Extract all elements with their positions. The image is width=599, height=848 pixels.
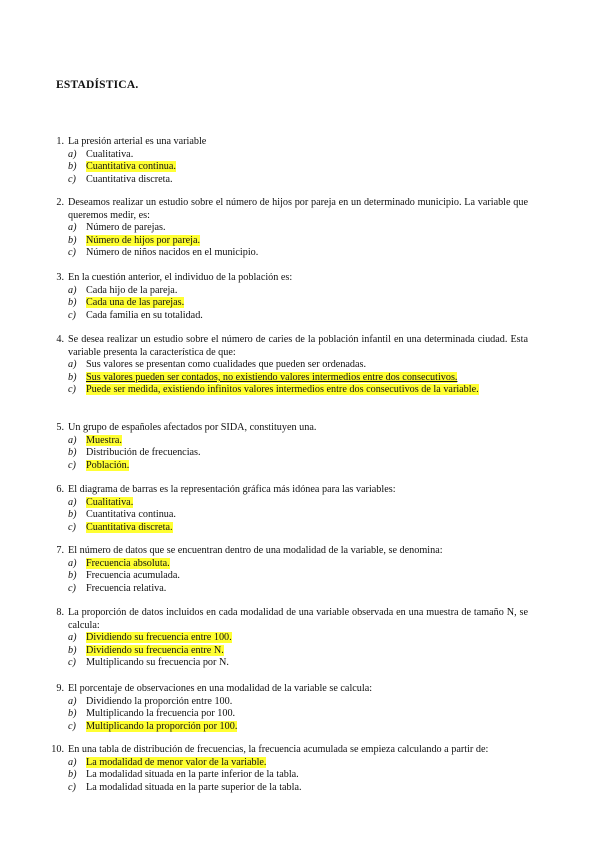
- option-b: [68, 447, 528, 460]
- option-label: c): [68, 521, 76, 533]
- question-4: [56, 334, 528, 397]
- option-text: Multiplicando su frecuencia por N.: [86, 657, 229, 669]
- question-9: [56, 683, 528, 733]
- option-label: c): [68, 459, 76, 471]
- question-6: [56, 484, 528, 534]
- option-text-highlighted: La modalidad de menor valor de la variable.: [86, 756, 267, 768]
- option-label: a): [68, 557, 77, 569]
- question-number: 5.: [56, 422, 64, 433]
- option-text: Cada familia en su totalidad.: [86, 309, 203, 321]
- option-label: a): [68, 756, 77, 768]
- question-number: 9.: [56, 683, 64, 694]
- option-label: c): [68, 582, 76, 594]
- option-text: Número de parejas.: [86, 222, 166, 234]
- option-text-highlighted: Cualitativa.: [86, 496, 134, 508]
- option-b: [68, 235, 528, 248]
- option-c: [68, 460, 528, 473]
- option-b: [68, 509, 528, 522]
- question-10: [51, 744, 528, 794]
- option-label: a): [68, 148, 77, 160]
- option-label: b): [68, 570, 77, 582]
- option-text: Multiplicando la frecuencia por 100.: [86, 708, 236, 720]
- option-text-highlighted: Frecuencia absoluta.: [86, 557, 170, 569]
- option-label: b): [68, 509, 77, 521]
- question-8: [56, 607, 528, 670]
- option-label: c): [68, 309, 76, 321]
- option-text: Distribución de frecuencias.: [86, 447, 201, 459]
- option-b: [68, 708, 528, 721]
- question-stem: Se desea realizar un estudio sobre el número de caries de la población infantil en una determinada ciudad. Esta variable presenta la característica de que:: [68, 334, 528, 358]
- option-text: Sus valores se presentan como cualidades que pueden ser ordenadas.: [86, 359, 367, 371]
- option-label: b): [68, 447, 77, 459]
- option-text: Cada hijo de la pareja.: [86, 284, 178, 296]
- option-b: [68, 645, 528, 658]
- option-text: Cuantitativa discreta.: [86, 173, 173, 185]
- question-stem: La presión arterial es una variable: [68, 136, 207, 147]
- option-text: Número de niños nacidos en el municipio.: [86, 247, 259, 259]
- option-text-highlighted: Puede ser medida, existiendo infinitos valores intermedios entre dos consecutivos de la variable.: [86, 384, 479, 396]
- option-label: c): [68, 384, 76, 396]
- option-label: c): [68, 720, 76, 732]
- question-number: 6.: [56, 484, 64, 495]
- question-stem: El número de datos que se encuentran dentro de una modalidad de la variable, se denomina:: [68, 545, 443, 556]
- question-stem: Deseamos realizar un estudio sobre el número de hijos por pareja en un determinado municipio. La variable que queremos medir, es:: [68, 197, 528, 221]
- option-text: Cuantitativa continua.: [86, 509, 176, 521]
- option-c: [68, 721, 528, 734]
- option-c: [68, 384, 528, 397]
- option-text-highlighted: Muestra.: [86, 434, 122, 446]
- option-label: b): [68, 644, 77, 656]
- option-label: c): [68, 657, 76, 669]
- option-c: [68, 174, 528, 187]
- option-b: [68, 161, 528, 174]
- option-label: b): [68, 769, 77, 781]
- option-a: [68, 757, 528, 770]
- option-a: [68, 149, 528, 162]
- question-1: [56, 136, 528, 186]
- option-b: [68, 570, 528, 583]
- option-label: b): [68, 161, 77, 173]
- option-text-highlighted: Multiplicando la proporción por 100.: [86, 720, 238, 732]
- option-b: [68, 297, 528, 310]
- option-text: Cualitativa.: [86, 148, 134, 160]
- question-stem: El diagrama de barras es la representación gráfica más idónea para las variables:: [68, 484, 396, 495]
- option-a: [68, 285, 528, 298]
- option-text-highlighted: Dividiendo su frecuencia entre N.: [86, 644, 224, 656]
- question-number: 10.: [51, 744, 64, 755]
- option-text: La modalidad situada en la parte superior de la tabla.: [86, 781, 302, 793]
- question-number: 4.: [56, 334, 64, 345]
- option-label: c): [68, 173, 76, 185]
- option-c: [68, 247, 528, 260]
- question-number: 2.: [56, 197, 64, 208]
- question-5: [56, 422, 528, 472]
- question-3: [56, 272, 528, 322]
- option-c: [68, 657, 528, 670]
- option-label: a): [68, 632, 77, 644]
- option-text-highlighted: Cuantitativa discreta.: [86, 521, 173, 533]
- option-text-highlighted: Cada una de las parejas.: [86, 297, 185, 309]
- page-title: ESTADÍSTICA.: [56, 79, 139, 91]
- option-text-highlighted: Cuantitativa continua.: [86, 161, 176, 173]
- option-b: [68, 769, 528, 782]
- option-a: [68, 359, 528, 372]
- question-stem: El porcentaje de observaciones en una modalidad de la variable se calcula:: [68, 683, 373, 694]
- option-c: [68, 583, 528, 596]
- question-number: 7.: [56, 545, 64, 556]
- option-label: c): [68, 781, 76, 793]
- option-text: Frecuencia relativa.: [86, 582, 167, 594]
- option-label: b): [68, 297, 77, 309]
- option-text: La modalidad situada en la parte inferior de la tabla.: [86, 769, 299, 781]
- option-text-highlighted: Dividiendo su frecuencia entre 100.: [86, 632, 232, 644]
- option-text: Frecuencia acumulada.: [86, 570, 180, 582]
- question-stem: En la cuestión anterior, el individuo de la población es:: [68, 272, 293, 283]
- option-c: [68, 782, 528, 795]
- question-2: [56, 197, 528, 260]
- option-text-highlighted: Sus valores pueden ser contados, no existiendo valores intermedios entre dos consecutivos.: [86, 371, 458, 383]
- question-number: 3.: [56, 272, 64, 283]
- question-7: [56, 545, 528, 595]
- option-label: a): [68, 496, 77, 508]
- question-stem: La proporción de datos incluidos en cada modalidad de una variable observada en una muestra de tamaño N, se calcula:: [68, 607, 528, 631]
- option-label: a): [68, 695, 77, 707]
- option-a: [68, 435, 528, 448]
- option-b: [68, 372, 528, 385]
- option-text: Dividiendo la proporción entre 100.: [86, 695, 233, 707]
- option-a: [68, 558, 528, 571]
- option-c: [68, 310, 528, 323]
- option-a: [68, 696, 528, 709]
- option-text-highlighted: Número de hijos por pareja.: [86, 234, 201, 246]
- option-label: b): [68, 708, 77, 720]
- option-label: b): [68, 234, 77, 246]
- question-number: 8.: [56, 607, 64, 618]
- option-label: a): [68, 222, 77, 234]
- option-label: a): [68, 359, 77, 371]
- option-text-highlighted: Población.: [86, 459, 130, 471]
- option-label: a): [68, 284, 77, 296]
- option-a: [68, 632, 528, 645]
- question-number: 1.: [56, 136, 64, 147]
- option-c: [68, 522, 528, 535]
- option-label: b): [68, 371, 77, 383]
- option-label: c): [68, 247, 76, 259]
- question-stem: Un grupo de españoles afectados por SIDA, constituyen una.: [68, 422, 317, 433]
- option-a: [68, 222, 528, 235]
- option-a: [68, 497, 528, 510]
- question-stem: En una tabla de distribución de frecuencias, la frecuencia acumulada se empieza calculando a partir de:: [68, 744, 489, 755]
- option-label: a): [68, 434, 77, 446]
